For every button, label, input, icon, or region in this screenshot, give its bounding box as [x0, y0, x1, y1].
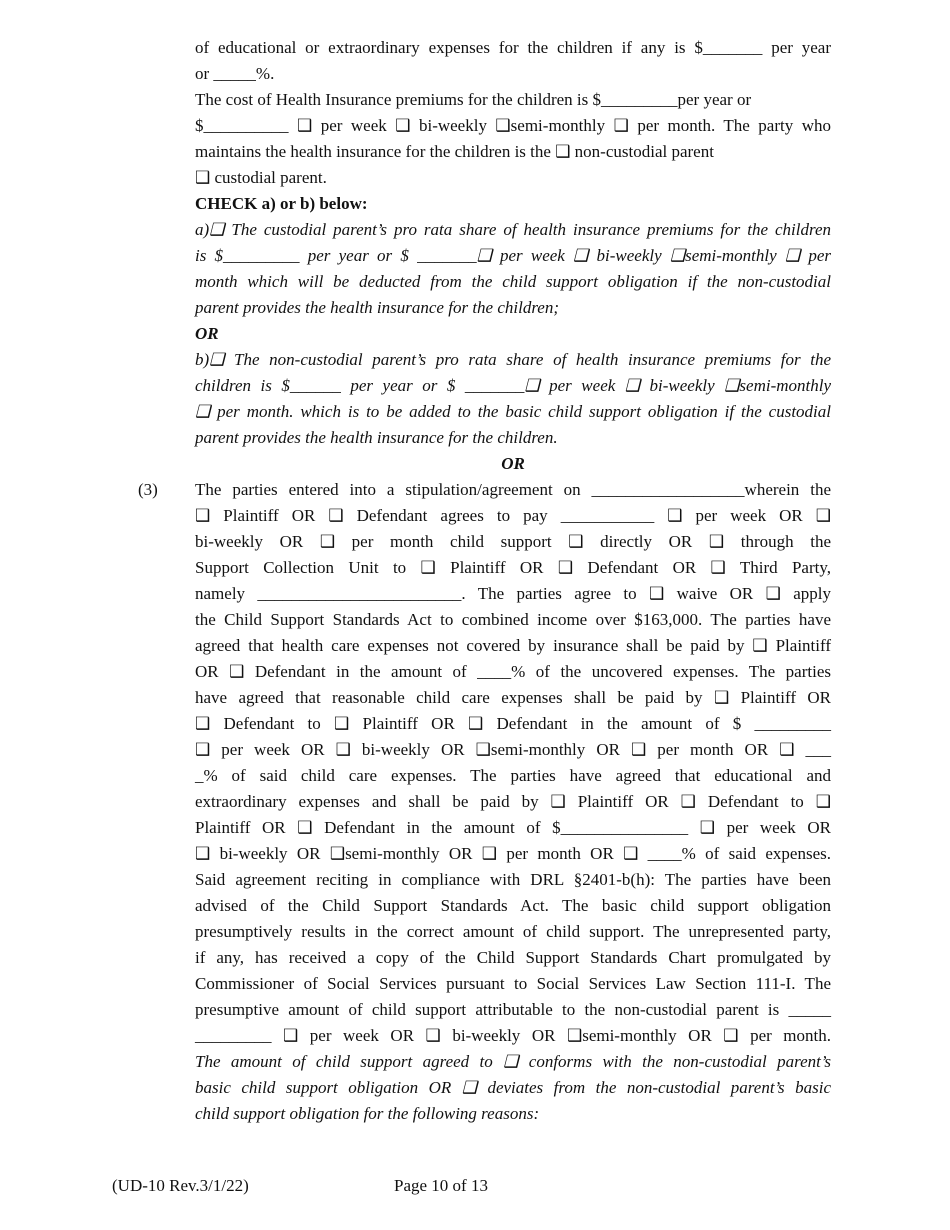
section-number: (3): [138, 480, 158, 499]
section-3-line: _________ ❑ per week OR ❑ bi-weekly OR ❑semi-monthly OR ❑ per month.: [195, 1026, 831, 1045]
text-line: The cost of Health Insurance premiums for the children is $_________per year or: [195, 90, 752, 109]
section-3-line: The amount of child support agreed to ❑ conforms with the non-custodial parent’s: [195, 1052, 831, 1071]
section-3-line: ❑ bi-weekly OR ❑semi-monthly OR ❑ per month OR ❑ ____% of said expenses.: [195, 844, 831, 863]
section-3-line: child support obligation for the following reasons:: [195, 1104, 540, 1123]
section-3-line: Support Collection Unit to ❑ Plaintiff OR ❑ Defendant OR ❑ Third Party,: [195, 558, 831, 577]
form-id: (UD-10 Rev.3/1/22): [112, 1176, 249, 1195]
section-3-line: if any, has received a copy of the Child Support Standards Chart promulgated by: [195, 948, 831, 967]
section-3-line: ❑ per week OR ❑ bi-weekly OR ❑semi-monthly OR ❑ per month OR ❑ ___: [195, 740, 831, 759]
section-3-line: advised of the Child Support Standards Act. The basic child support obligation: [195, 896, 831, 915]
section-3-line: extraordinary expenses and shall be paid by ❑ Plaintiff OR ❑ Defendant to ❑: [195, 792, 831, 811]
section-3-line: have agreed that reasonable child care expenses shall be paid by ❑ Plaintiff OR: [195, 688, 831, 707]
or-divider: OR: [195, 324, 219, 343]
text-line: $__________ ❑ per week ❑ bi-weekly ❑semi-monthly ❑ per month. The party who: [195, 116, 831, 135]
option-a-line: parent provides the health insurance for the children;: [195, 298, 560, 317]
option-b-line: b)❑ The non-custodial parent’s pro rata share of health insurance premiums for the: [195, 350, 831, 369]
section-3-line: agreed that health care expenses not covered by insurance shall be paid by ❑ Plaintiff: [195, 636, 831, 655]
section-3-line: presumptive amount of child support attributable to the non-custodial parent is _____: [195, 1000, 831, 1019]
section-3-line: Said agreement reciting in compliance with DRL §2401-b(h): The parties have been: [195, 870, 831, 889]
text-line: maintains the health insurance for the children is the ❑ non-custodial parent: [195, 142, 714, 161]
section-3: [138, 477, 831, 1127]
section-3-line: OR ❑ Defendant in the amount of ____% of the uncovered expenses. The parties: [195, 662, 831, 681]
section-3-line: presumptively results in the correct amount of child support. The unrepresented party,: [195, 922, 831, 941]
section-3-line: ❑ Defendant to ❑ Plaintiff OR ❑ Defendant in the amount of $ _________: [195, 714, 831, 733]
section-3-line: bi-weekly OR ❑ per month child support ❑ directly OR ❑ through the: [195, 532, 831, 551]
option-a-line: month which will be deducted from the child support obligation if the non-custodial: [195, 272, 831, 291]
check-heading: CHECK a) or b) below:: [195, 194, 368, 213]
text-line: or _____%.: [195, 64, 275, 83]
page-number: Page 10 of 13: [394, 1176, 488, 1195]
section-3-line: ❑ Plaintiff OR ❑ Defendant agrees to pay ___________ ❑ per week OR ❑: [195, 506, 831, 525]
section-3-line: The parties entered into a stipulation/agreement on __________________wherein the: [195, 480, 831, 499]
section-3-line: Plaintiff OR ❑ Defendant in the amount of $_______________ ❑ per week OR: [195, 818, 831, 837]
text-line: of educational or extraordinary expenses for the children if any is $_______ per year: [195, 38, 831, 57]
section-3-line: basic child support obligation OR ❑ deviates from the non-custodial parent’s basic: [195, 1078, 831, 1097]
option-b-line: parent provides the health insurance for the children.: [195, 428, 558, 447]
section-3-line: Commissioner of Social Services pursuant to Social Services Law Section 111-I. The: [195, 974, 831, 993]
option-b-line: children is $______ per year or $ _______❑ per week ❑ bi-weekly ❑semi-monthly: [195, 376, 831, 395]
option-a-line: a)❑ The custodial parent’s pro rata share of health insurance premiums for the children: [195, 220, 831, 239]
section-3-line: namely ________________________. The parties agree to ❑ waive OR ❑ apply: [195, 584, 831, 603]
option-a-line: is $_________ per year or $ _______❑ per week ❑ bi-weekly ❑semi-monthly ❑ per: [195, 246, 831, 265]
form-page-content: [138, 35, 831, 1127]
option-b-line: ❑ per month. which is to be added to the basic child support obligation if the custodial: [195, 402, 831, 421]
section-3-line: _% of said child care expenses. The parties have agreed that educational and: [195, 766, 831, 785]
or-divider: OR: [501, 454, 525, 473]
text-line: ❑ custodial parent.: [195, 168, 327, 187]
section-3-line: the Child Support Standards Act to combined income over $163,000. The parties have: [195, 610, 831, 629]
